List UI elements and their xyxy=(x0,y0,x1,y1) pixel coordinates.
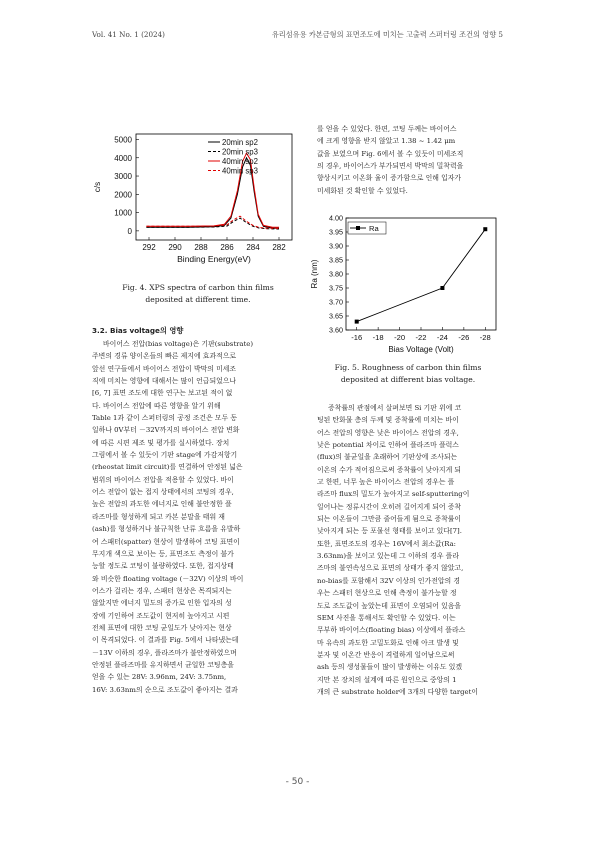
text-line: 높은 전압의 과도한 에너지로 인해 불안정한 플 xyxy=(92,500,232,509)
y-tick-label: 3.80 xyxy=(329,269,343,279)
y-tick-label: 3.90 xyxy=(329,241,343,251)
y-tick-label: 3.85 xyxy=(329,255,343,265)
x-axis-label: Bias Voltage (Volt) xyxy=(388,345,454,354)
page-number: - 50 - xyxy=(285,777,310,787)
ra-data-point xyxy=(483,227,487,231)
text-line: SEM 사진을 통해서도 확인할 수 있었다. 이는 xyxy=(317,613,456,622)
text-line: 라즈마를 형성하게 되고 카본 분말을 태워 재 xyxy=(92,512,225,521)
y-tick-label: 1000 xyxy=(114,208,132,218)
text-line: 값을 보였으며 Fig. 6에서 볼 수 있듯이 미세조직 xyxy=(317,149,464,158)
text-line: 고 한편, 너무 높은 바이어스 전압의 경우는 플 xyxy=(317,478,455,487)
text-line: 일어나는 정류시간이 오히려 길어지게 되어 증착 xyxy=(317,502,462,511)
text-line: 장에 기인하여 조도값이 현저히 높아지고 시편 xyxy=(92,611,230,620)
text-line: 이온의 수가 적어짐으로써 증착률이 낮아지게 되 xyxy=(317,465,462,474)
ra-data-point xyxy=(440,286,444,290)
y-tick-label: 3.60 xyxy=(329,325,343,335)
x-tick-label: -26 xyxy=(458,333,470,342)
text-line: 즈마의 불연속성으로 표면의 상태가 좋지 않았고, xyxy=(317,564,464,573)
x-tick-label: -16 xyxy=(351,333,363,342)
legend-label-2: 20min sp3 xyxy=(222,147,258,157)
text-line: 향상시키고 이온화 율이 증가함으로 인해 입자가 xyxy=(317,174,462,183)
text-line: 어스 전압이 없는 접지 상태에서의 코팅의 경우, xyxy=(92,488,234,497)
text-line: 무지개 색으로 보이는 등, 표면조도 측정이 불가 xyxy=(92,549,234,558)
fig4-caption-line2: deposited at different time. xyxy=(145,294,251,304)
text-line: 에 따른 시편 제조 및 평가를 실시하였다. 장치 xyxy=(92,438,230,447)
text-line: 의 경우, 바이어스가 부가되면서 박막의 밀착력을 xyxy=(317,162,464,171)
text-line: 16V: 3.63nm의 순으로 조도값이 좋아지는 결과 xyxy=(92,685,238,694)
left-column xyxy=(92,325,302,696)
plot-frame xyxy=(346,218,496,330)
y-tick-label: 3000 xyxy=(114,172,132,182)
text-line: 3.63nm)을 보이고 있는데 그 이하의 경우 플라 xyxy=(317,552,459,561)
y-tick-label: 3.95 xyxy=(329,227,343,237)
fig4-caption xyxy=(92,282,304,305)
x-tick-label: 290 xyxy=(168,243,182,252)
journal-volume: Vol. 41 No. 1 (2024) xyxy=(92,30,165,39)
fig4-caption-line1: Fig. 4. XPS spectra of carbon thin films xyxy=(122,283,274,292)
ra-series-line xyxy=(357,229,486,321)
text-line: 안정된 플라즈마를 유지하면서 균일한 코팅층을 xyxy=(92,660,234,669)
legend-label-1: 20min sp2 xyxy=(222,138,258,147)
text-line: 우는 스패터 현상으로 인해 측정이 불가능할 정 xyxy=(317,589,457,598)
x-tick-label: -28 xyxy=(479,333,491,342)
right-column-top xyxy=(317,123,503,197)
text-line: 그림에서 볼 수 있듯이 기판 stage에 가감저항기 xyxy=(92,451,238,460)
x-tick-label: 288 xyxy=(194,243,208,252)
text-line: 미세화된 것 확인할 수 있었다. xyxy=(317,186,408,195)
y-tick-label: 2000 xyxy=(114,190,132,200)
text-line: 않았지만 에너지 밀도의 증가로 인한 입자의 성 xyxy=(92,599,232,608)
text-line: 일하나 0V부터 －32V까지의 바이어스 전압 변화 xyxy=(92,426,240,435)
text-line: 직에 미치는 영향에 대해서는 많이 언급되었으나 xyxy=(92,377,237,386)
text-line: 를 얻을 수 있었다. 한편, 코팅 두께는 바이어스 xyxy=(317,125,457,133)
legend-label: Ra xyxy=(369,224,379,233)
y-tick-label: 3.75 xyxy=(329,283,343,293)
x-tick-label: 282 xyxy=(272,243,286,252)
text-line: [6, 7] 표면 조도에 대한 연구는 보고된 적이 없 xyxy=(92,389,233,398)
legend-marker xyxy=(356,226,360,230)
text-line: 지만 본 장치의 설계에 따른 원인으로 중앙의 1 xyxy=(317,675,457,684)
right-column-bottom xyxy=(317,402,503,698)
x-tick-label: 286 xyxy=(220,243,234,252)
text-line: 낮아지게 되는 등 포물선 형태를 보이고 있다[7]. xyxy=(317,527,462,536)
right-bottom-body xyxy=(317,402,503,698)
running-title: 유리섬유용 카본금형의 표면조도에 미치는 고출력 스퍼터링 조건의 영향 5 xyxy=(271,30,503,39)
legend-label-4: 40min sp3 xyxy=(222,166,258,176)
fig5-caption-line2: deposited at different bias voltage. xyxy=(340,374,476,384)
y-axis-label: c/s xyxy=(93,181,102,193)
y-tick-label: 4.00 xyxy=(329,213,343,223)
text-line: －13V 이하의 경우, 플라즈마가 불안정하였으며 xyxy=(92,648,237,657)
x-axis-label: Binding Energy(eV) xyxy=(177,254,251,264)
text-line: Table 1과 같이 스퍼터링의 공정 조건은 모두 동 xyxy=(92,414,238,423)
text-line: 개의 큰 substrate holder에 3개의 다양한 target이 xyxy=(317,687,479,696)
text-line: 라즈마 flux의 밀도가 높아지고 self-sputtering이 xyxy=(317,490,470,499)
fig5-caption-line1: Fig. 5. Roughness of carbon thin films xyxy=(334,363,482,372)
text-line: (rheostat limit circuit)를 연결하여 안정된 넓은 xyxy=(92,463,243,472)
text-line: 에 크게 영향을 받지 않았고 1.38 ~ 1.42 μm xyxy=(317,137,456,146)
y-tick-label: 3.70 xyxy=(329,297,343,307)
text-line: 주변의 경류 양이온들의 빠른 제지에 효과적으로 xyxy=(92,352,237,361)
text-line: no-bias를 포함해서 32V 이상의 인가전압의 경 xyxy=(317,576,461,585)
text-line: (ash)를 형성하거나 불규칙한 난류 흐름을 유발하 xyxy=(92,525,241,534)
right-top-body xyxy=(317,123,503,197)
text-line: 어스가 걸리는 경우, 스패터 현상은 목격되지는 xyxy=(92,586,232,595)
x-tick-label: -24 xyxy=(436,333,448,342)
text-line: 낮은 potential 차이로 인하여 플라즈마 플럭스 xyxy=(317,441,459,450)
text-line: 분자 및 이온간 반응이 격렬하게 일어남으로써 xyxy=(317,650,455,659)
text-line: 능할 정도로 코팅이 불량하였다. 또한, 접지상태 xyxy=(92,562,234,571)
section-heading: 3.2. Bias voltage의 영향 xyxy=(92,326,184,335)
text-line: 무부하 바이어스(floating bias) 이상에서 플라스 xyxy=(317,626,466,635)
text-line: 마 유속의 과도한 고밀도화로 인해 아크 발생 및 xyxy=(317,638,459,647)
text-line: 다. 바이어스 전압에 따른 영향을 알기 위해 xyxy=(92,401,221,410)
x-tick-label: -18 xyxy=(372,333,384,342)
text-line: 도로 조도값이 높았는데 표면이 오염되어 있음을 xyxy=(317,601,462,610)
text-line: 앞선 연구들에서 바이어스 전압이 박막의 미세조 xyxy=(92,364,237,373)
y-axis-label: Ra (nm) xyxy=(310,259,319,289)
section-body xyxy=(92,338,302,696)
legend-label-3: 40min sp2 xyxy=(222,157,258,166)
y-tick-label: 3.65 xyxy=(329,311,343,321)
text-line: 증착률의 관점에서 살펴보면 Si 기판 위에 코 xyxy=(328,404,462,412)
xps-spectra-chart xyxy=(92,128,304,264)
text-line: 팅된 탄화물 층의 두께 및 증착률에 미치는 바이 xyxy=(317,416,459,425)
series-line-1 xyxy=(146,158,279,228)
y-tick-label: 4000 xyxy=(114,153,132,163)
text-line: 범위의 바이어스 전압을 적용할 수 있었다. 바이 xyxy=(92,475,234,484)
x-tick-label: 284 xyxy=(246,243,260,252)
text-line: 어스 전압의 영향은 낮은 바이어스 전압의 경우, xyxy=(317,428,459,437)
plot-frame xyxy=(136,134,292,240)
text-line: 되는 이온들이 그만큼 줄어들게 됨으로 증착률이 xyxy=(317,515,462,524)
x-tick-label: 292 xyxy=(142,243,156,252)
y-tick-label: 0 xyxy=(127,226,132,236)
fig5-caption xyxy=(310,362,506,385)
text-line: ash 등의 생성물들이 많이 발생하는 이유도 있겠 xyxy=(317,663,463,672)
text-line: 이 목격되었다. 이 결과를 Fig. 5에서 나타냈는데 xyxy=(92,636,239,645)
x-tick-label: -20 xyxy=(394,333,406,342)
roughness-chart xyxy=(310,212,506,362)
ra-data-point xyxy=(355,320,359,324)
text-line: 얻을 수 있는 28V: 3.96nm, 24V: 3.75nm, xyxy=(92,673,227,682)
x-tick-label: -22 xyxy=(415,333,427,342)
text-line: (flux)의 불균일을 초래하여 기판상에 조사되는 xyxy=(317,453,458,462)
text-line: 또한, 표면조도의 경우는 16V에서 최소값(Ra: xyxy=(317,539,457,548)
text-line: 바이어스 전압(bias voltage)은 기판(substrate) xyxy=(103,340,254,348)
text-line: 여 스패터(spatter) 현상이 발생하여 코팅 표면이 xyxy=(92,537,240,546)
text-line: 전체 표면에 대한 코팅 균일도가 낮아지는 현상 xyxy=(92,623,232,632)
y-tick-label: 5000 xyxy=(114,135,132,145)
series-line-3 xyxy=(146,153,279,227)
text-line: 와 비슷한 floating voltage (－32V) 이상의 바이 xyxy=(92,574,244,583)
